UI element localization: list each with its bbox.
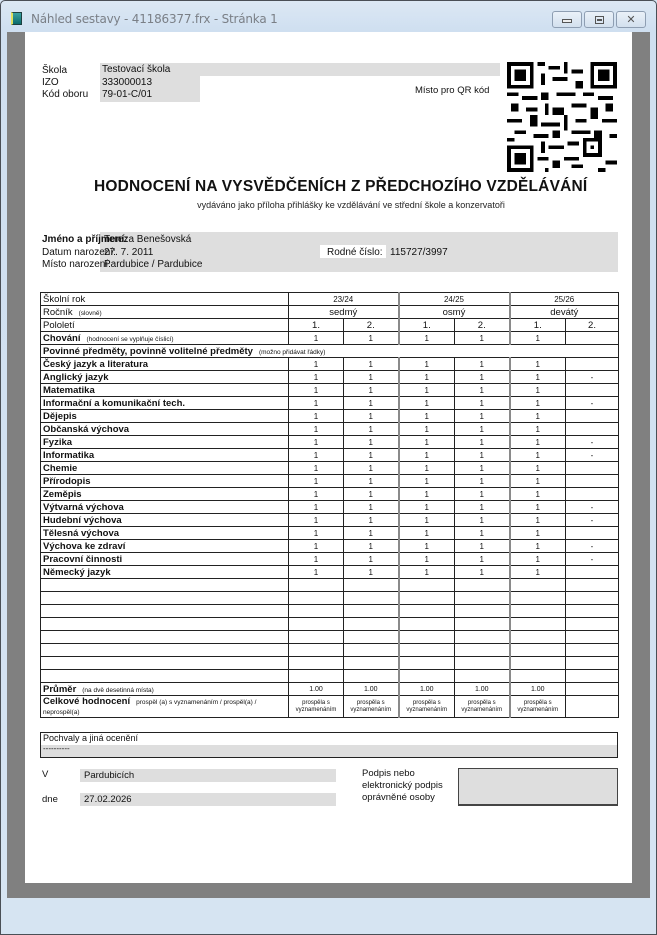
personal-id-value: 115727/3997 xyxy=(390,247,448,258)
behavior-mark: 1 xyxy=(399,332,455,345)
subject-name: Anglický jazyk xyxy=(41,371,289,384)
subject-mark: 1 xyxy=(455,449,510,462)
close-icon: ✕ xyxy=(626,13,636,26)
close-button[interactable] xyxy=(616,11,646,28)
subject-name: Informační a komunikační tech. xyxy=(41,397,289,410)
empty-cell xyxy=(289,657,344,670)
empty-subject-row xyxy=(41,657,619,670)
subject-mark: - xyxy=(566,553,619,566)
average-value: 1.00 xyxy=(455,683,510,696)
subject-mark: 1 xyxy=(455,371,510,384)
subject-mark: 1 xyxy=(510,371,566,384)
empty-cell xyxy=(289,605,344,618)
term-value: 2. xyxy=(344,319,399,332)
overall-row xyxy=(41,696,619,718)
subject-name: Český jazyk a literatura xyxy=(41,358,289,371)
empty-cell xyxy=(399,592,455,605)
subject-mark: 1 xyxy=(344,436,399,449)
behavior-label xyxy=(41,332,289,345)
place-value: Pardubicích xyxy=(84,770,135,781)
empty-cell xyxy=(510,657,566,670)
birthplace-label: Místo narození: xyxy=(42,259,111,270)
empty-cell xyxy=(510,644,566,657)
empty-cell xyxy=(455,644,510,657)
dob-label: Datum narození: xyxy=(42,247,116,258)
subject-row xyxy=(41,410,619,423)
empty-cell xyxy=(289,618,344,631)
grade-level-text: Ročník xyxy=(43,306,73,318)
subject-name: Občanská výchova xyxy=(41,423,289,436)
subject-row xyxy=(41,358,619,371)
empty-cell xyxy=(566,605,619,618)
behavior-mark xyxy=(566,332,619,345)
subject-mark: 1 xyxy=(510,410,566,423)
average-row xyxy=(41,683,619,696)
subject-mark: 1 xyxy=(289,527,344,540)
subject-mark: 1 xyxy=(399,488,455,501)
subject-mark: 1 xyxy=(399,410,455,423)
date-label: dne xyxy=(42,794,58,805)
subject-mark: 1 xyxy=(455,553,510,566)
signature-label-line: oprávněné osoby xyxy=(362,792,435,803)
empty-subject-row xyxy=(41,618,619,631)
term-label: Pololetí xyxy=(41,319,289,332)
subject-row xyxy=(41,553,619,566)
empty-subject-row xyxy=(41,631,619,644)
signature-box xyxy=(458,768,618,806)
subject-name: Dějepis xyxy=(41,410,289,423)
subject-mark: 1 xyxy=(455,423,510,436)
overall-value xyxy=(566,696,619,718)
grade-level-value: sedmý xyxy=(289,306,399,319)
empty-cell xyxy=(399,579,455,592)
empty-cell xyxy=(566,631,619,644)
subject-mark: 1 xyxy=(399,475,455,488)
signature-label xyxy=(362,768,443,804)
subject-mark: 1 xyxy=(510,527,566,540)
date-value: 27.02.2026 xyxy=(84,794,132,805)
subject-row xyxy=(41,488,619,501)
subject-mark: 1 xyxy=(344,462,399,475)
subject-mark: - xyxy=(566,397,619,410)
empty-cell xyxy=(344,618,399,631)
subject-mark: 1 xyxy=(344,358,399,371)
subject-mark: 1 xyxy=(455,397,510,410)
subject-name: Informatika xyxy=(41,449,289,462)
subject-row xyxy=(41,462,619,475)
subject-mark: 1 xyxy=(344,501,399,514)
personal-id-label: Rodné číslo: xyxy=(327,247,383,258)
subject-mark: 1 xyxy=(455,566,510,579)
subject-mark: 1 xyxy=(344,488,399,501)
term-value: 2. xyxy=(566,319,619,332)
subject-mark: 1 xyxy=(399,358,455,371)
empty-cell xyxy=(289,592,344,605)
empty-cell xyxy=(510,670,566,683)
window-title: Náhled sestavy - 41186377.frx - Stránka 1 xyxy=(31,12,278,26)
student-name: Tereza Benešovská xyxy=(104,234,192,245)
subject-name: Hudební výchova xyxy=(41,514,289,527)
empty-cell xyxy=(566,592,619,605)
overall-value: prospěla s vyznamenáním xyxy=(455,696,510,718)
empty-cell xyxy=(41,618,289,631)
average-value: 1.00 xyxy=(399,683,455,696)
behavior-mark: 1 xyxy=(289,332,344,345)
subject-mark: 1 xyxy=(510,540,566,553)
subject-mark: 1 xyxy=(455,358,510,371)
behavior-row xyxy=(41,332,619,345)
subject-mark: - xyxy=(566,449,619,462)
subject-mark: - xyxy=(566,371,619,384)
awards-label: Pochvaly a jiná ocenění xyxy=(43,733,139,743)
grade-level-note: (slovně) xyxy=(78,309,102,317)
subject-name: Německý jazyk xyxy=(41,566,289,579)
subject-mark: 1 xyxy=(399,462,455,475)
subject-mark xyxy=(566,475,619,488)
empty-cell xyxy=(41,579,289,592)
overall-value: prospěla s vyznamenáním xyxy=(344,696,399,718)
empty-subject-row xyxy=(41,644,619,657)
qr-placeholder-label: Místo pro QR kód xyxy=(415,85,490,96)
subject-row xyxy=(41,423,619,436)
subject-mark: 1 xyxy=(510,423,566,436)
subject-mark: 1 xyxy=(344,475,399,488)
signature-label-line: Podpis nebo xyxy=(362,768,415,779)
subject-mark: 1 xyxy=(399,514,455,527)
subject-row xyxy=(41,397,619,410)
empty-cell xyxy=(455,657,510,670)
subject-mark: 1 xyxy=(455,384,510,397)
year-header: 24/25 xyxy=(399,293,510,306)
term-value: 2. xyxy=(455,319,510,332)
izo-value: 333000013 xyxy=(102,77,153,88)
subject-mark: 1 xyxy=(510,514,566,527)
empty-cell xyxy=(399,657,455,670)
term-value: 1. xyxy=(289,319,344,332)
awards-box xyxy=(40,732,618,758)
average-value: 1.00 xyxy=(344,683,399,696)
subject-mark: 1 xyxy=(289,371,344,384)
grade-level-value: osmý xyxy=(399,306,510,319)
subject-name: Výchova ke zdraví xyxy=(41,540,289,553)
subject-row xyxy=(41,540,619,553)
subject-name: Chemie xyxy=(41,462,289,475)
subject-mark: 1 xyxy=(510,436,566,449)
subject-mark: 1 xyxy=(289,553,344,566)
subjects-section-label xyxy=(41,345,619,358)
subject-mark: 1 xyxy=(399,384,455,397)
subject-row xyxy=(41,514,619,527)
subject-mark: 1 xyxy=(399,553,455,566)
term-value: 1. xyxy=(399,319,455,332)
subject-mark: 1 xyxy=(289,475,344,488)
overall-label xyxy=(41,696,289,718)
maximize-icon xyxy=(595,16,604,24)
subject-mark: 1 xyxy=(344,410,399,423)
izo-label: IZO xyxy=(42,77,59,88)
subject-mark xyxy=(566,462,619,475)
subject-mark: 1 xyxy=(455,462,510,475)
subject-mark: 1 xyxy=(289,501,344,514)
subject-mark: 1 xyxy=(344,371,399,384)
subject-row xyxy=(41,384,619,397)
subject-mark: 1 xyxy=(455,514,510,527)
empty-cell xyxy=(344,592,399,605)
subject-mark: 1 xyxy=(510,488,566,501)
empty-cell xyxy=(566,670,619,683)
empty-cell xyxy=(41,644,289,657)
awards-value: ---------- xyxy=(43,744,70,753)
subject-row xyxy=(41,566,619,579)
subject-mark: - xyxy=(566,514,619,527)
empty-cell xyxy=(289,644,344,657)
subjects-section-row xyxy=(41,345,619,358)
subject-mark: 1 xyxy=(510,397,566,410)
empty-cell xyxy=(510,605,566,618)
subject-row xyxy=(41,449,619,462)
behavior-text: Chování xyxy=(43,332,81,344)
document-title: HODNOCENÍ NA VYSVĚDČENÍCH Z PŘEDCHOZÍHO VZDĚLÁVÁNÍ xyxy=(94,178,588,195)
overall-value: prospěla s vyznamenáním xyxy=(289,696,344,718)
birthplace-value: Pardubice / Pardubice xyxy=(104,259,203,270)
subjects-section-note: (možno přidávat řádky) xyxy=(258,348,326,356)
empty-cell xyxy=(344,657,399,670)
minimize-button[interactable] xyxy=(552,11,582,28)
empty-cell xyxy=(399,631,455,644)
empty-cell xyxy=(41,657,289,670)
subject-mark: 1 xyxy=(344,566,399,579)
subject-row xyxy=(41,501,619,514)
average-value: 1.00 xyxy=(289,683,344,696)
subject-mark: - xyxy=(566,436,619,449)
subject-row xyxy=(41,527,619,540)
subject-mark xyxy=(566,527,619,540)
behavior-mark: 1 xyxy=(344,332,399,345)
dob-value: 27. 7. 2011 xyxy=(104,247,154,258)
empty-cell xyxy=(289,579,344,592)
empty-cell xyxy=(510,631,566,644)
subject-mark: 1 xyxy=(510,553,566,566)
empty-cell xyxy=(455,631,510,644)
empty-cell xyxy=(399,670,455,683)
subject-mark: 1 xyxy=(455,540,510,553)
subject-name: Pracovní činnosti xyxy=(41,553,289,566)
subject-mark: 1 xyxy=(399,527,455,540)
average-value xyxy=(566,683,619,696)
year-header: 23/24 xyxy=(289,293,399,306)
empty-cell xyxy=(455,670,510,683)
average-note: (na dvě desetinná místa) xyxy=(82,686,154,694)
overall-value: prospěla s vyznamenáním xyxy=(510,696,566,718)
subject-mark: 1 xyxy=(399,397,455,410)
subject-mark: 1 xyxy=(289,540,344,553)
subject-mark: 1 xyxy=(344,397,399,410)
empty-cell xyxy=(344,605,399,618)
empty-cell xyxy=(41,670,289,683)
empty-subject-row xyxy=(41,579,619,592)
subject-mark: 1 xyxy=(510,384,566,397)
empty-cell xyxy=(344,631,399,644)
empty-subject-row xyxy=(41,605,619,618)
subject-mark: 1 xyxy=(344,553,399,566)
document-subtitle: vydáváno jako příloha přihlášky ke vzdělávání ve střední škole a konzervatoři xyxy=(197,200,505,210)
behavior-mark: 1 xyxy=(455,332,510,345)
subject-mark xyxy=(566,488,619,501)
subject-row xyxy=(41,436,619,449)
empty-cell xyxy=(566,618,619,631)
subject-mark: 1 xyxy=(344,540,399,553)
subject-mark: 1 xyxy=(289,566,344,579)
subject-mark: 1 xyxy=(289,384,344,397)
empty-cell xyxy=(566,579,619,592)
empty-cell xyxy=(399,644,455,657)
subject-mark: 1 xyxy=(289,397,344,410)
grade-level-value: devátý xyxy=(510,306,619,319)
empty-cell xyxy=(41,631,289,644)
subject-mark: 1 xyxy=(455,488,510,501)
awards-value-bg xyxy=(41,745,617,757)
subject-mark: 1 xyxy=(510,501,566,514)
subject-name: Tělesná výchova xyxy=(41,527,289,540)
subject-mark: 1 xyxy=(399,371,455,384)
empty-cell xyxy=(344,579,399,592)
subject-name: Matematika xyxy=(41,384,289,397)
subject-mark: 1 xyxy=(399,540,455,553)
subject-mark: 1 xyxy=(510,475,566,488)
empty-cell xyxy=(289,670,344,683)
empty-cell xyxy=(510,592,566,605)
empty-cell xyxy=(455,605,510,618)
subject-mark: 1 xyxy=(289,423,344,436)
empty-cell xyxy=(510,618,566,631)
grade-level-label xyxy=(41,306,289,319)
minimize-icon xyxy=(562,19,572,23)
subject-mark xyxy=(566,358,619,371)
empty-cell xyxy=(41,605,289,618)
subject-mark: 1 xyxy=(344,384,399,397)
subject-name: Výtvarná výchova xyxy=(41,501,289,514)
subject-mark: 1 xyxy=(510,449,566,462)
empty-cell xyxy=(566,644,619,657)
average-value: 1.00 xyxy=(510,683,566,696)
subject-mark: - xyxy=(566,501,619,514)
year-header: 25/26 xyxy=(510,293,619,306)
subject-mark: 1 xyxy=(510,462,566,475)
subject-mark: 1 xyxy=(344,423,399,436)
overall-value: prospěla s vyznamenáním xyxy=(399,696,455,718)
overall-text: Celkové hodnocení xyxy=(43,695,131,707)
title-bar[interactable] xyxy=(1,1,656,31)
subject-row xyxy=(41,475,619,488)
subject-mark: 1 xyxy=(289,514,344,527)
subject-mark: 1 xyxy=(510,566,566,579)
qr-code xyxy=(507,62,617,172)
maximize-button[interactable] xyxy=(584,11,614,28)
subject-mark: 1 xyxy=(344,514,399,527)
grade-level-row xyxy=(41,306,619,319)
average-text: Průměr xyxy=(43,683,77,695)
empty-cell xyxy=(455,579,510,592)
school-year-row xyxy=(41,293,619,306)
subject-mark: 1 xyxy=(289,358,344,371)
subject-name: Zeměpis xyxy=(41,488,289,501)
field-code-label: Kód oboru xyxy=(42,89,89,100)
subject-mark: 1 xyxy=(289,410,344,423)
grades-table xyxy=(40,292,619,718)
subject-mark: 1 xyxy=(344,527,399,540)
field-code-value: 79-01-C/01 xyxy=(102,89,153,100)
subject-mark: 1 xyxy=(455,475,510,488)
subject-mark: 1 xyxy=(399,449,455,462)
empty-cell xyxy=(566,657,619,670)
empty-cell xyxy=(344,644,399,657)
subject-name: Přírodopis xyxy=(41,475,289,488)
subject-mark: 1 xyxy=(289,436,344,449)
subject-mark xyxy=(566,566,619,579)
subject-mark: 1 xyxy=(455,436,510,449)
subject-mark: 1 xyxy=(289,488,344,501)
signature-label-line: elektronický podpis xyxy=(362,780,443,791)
empty-subject-row xyxy=(41,670,619,683)
app-icon xyxy=(11,12,22,25)
subject-name: Fyzika xyxy=(41,436,289,449)
subject-mark: 1 xyxy=(510,358,566,371)
school-year-label: Školní rok xyxy=(41,293,289,306)
subject-mark: 1 xyxy=(399,501,455,514)
subject-mark: 1 xyxy=(455,527,510,540)
empty-cell xyxy=(510,579,566,592)
overall-note: prospěl (a) s vyznamenáním / prospěl(a) / neprospěl(a) xyxy=(43,698,257,716)
subject-mark: 1 xyxy=(455,501,510,514)
subject-row xyxy=(41,371,619,384)
subjects-section-text: Povinné předměty, povinně volitelné předměty xyxy=(43,345,253,357)
subject-mark: 1 xyxy=(399,423,455,436)
subject-mark xyxy=(566,410,619,423)
empty-cell xyxy=(455,618,510,631)
subject-mark: 1 xyxy=(289,449,344,462)
empty-cell xyxy=(399,605,455,618)
school-label: Škola xyxy=(42,65,68,76)
subject-mark: 1 xyxy=(455,410,510,423)
term-row xyxy=(41,319,619,332)
subject-mark: 1 xyxy=(399,436,455,449)
subject-mark xyxy=(566,384,619,397)
empty-cell xyxy=(399,618,455,631)
place-label: V xyxy=(42,769,49,780)
behavior-mark: 1 xyxy=(510,332,566,345)
average-label xyxy=(41,683,289,696)
subject-mark: 1 xyxy=(399,566,455,579)
empty-cell xyxy=(41,592,289,605)
empty-cell xyxy=(344,670,399,683)
empty-cell xyxy=(289,631,344,644)
student-name-label: Jméno a příjmení: xyxy=(42,234,128,245)
subject-mark: - xyxy=(566,540,619,553)
empty-cell xyxy=(455,592,510,605)
empty-subject-row xyxy=(41,592,619,605)
subject-mark: 1 xyxy=(289,462,344,475)
subject-mark: 1 xyxy=(344,449,399,462)
school-name: Testovací škola xyxy=(102,64,171,75)
behavior-note: (hodnocení se vyplňuje číslicí) xyxy=(86,335,174,343)
term-value: 1. xyxy=(510,319,566,332)
subject-mark xyxy=(566,423,619,436)
